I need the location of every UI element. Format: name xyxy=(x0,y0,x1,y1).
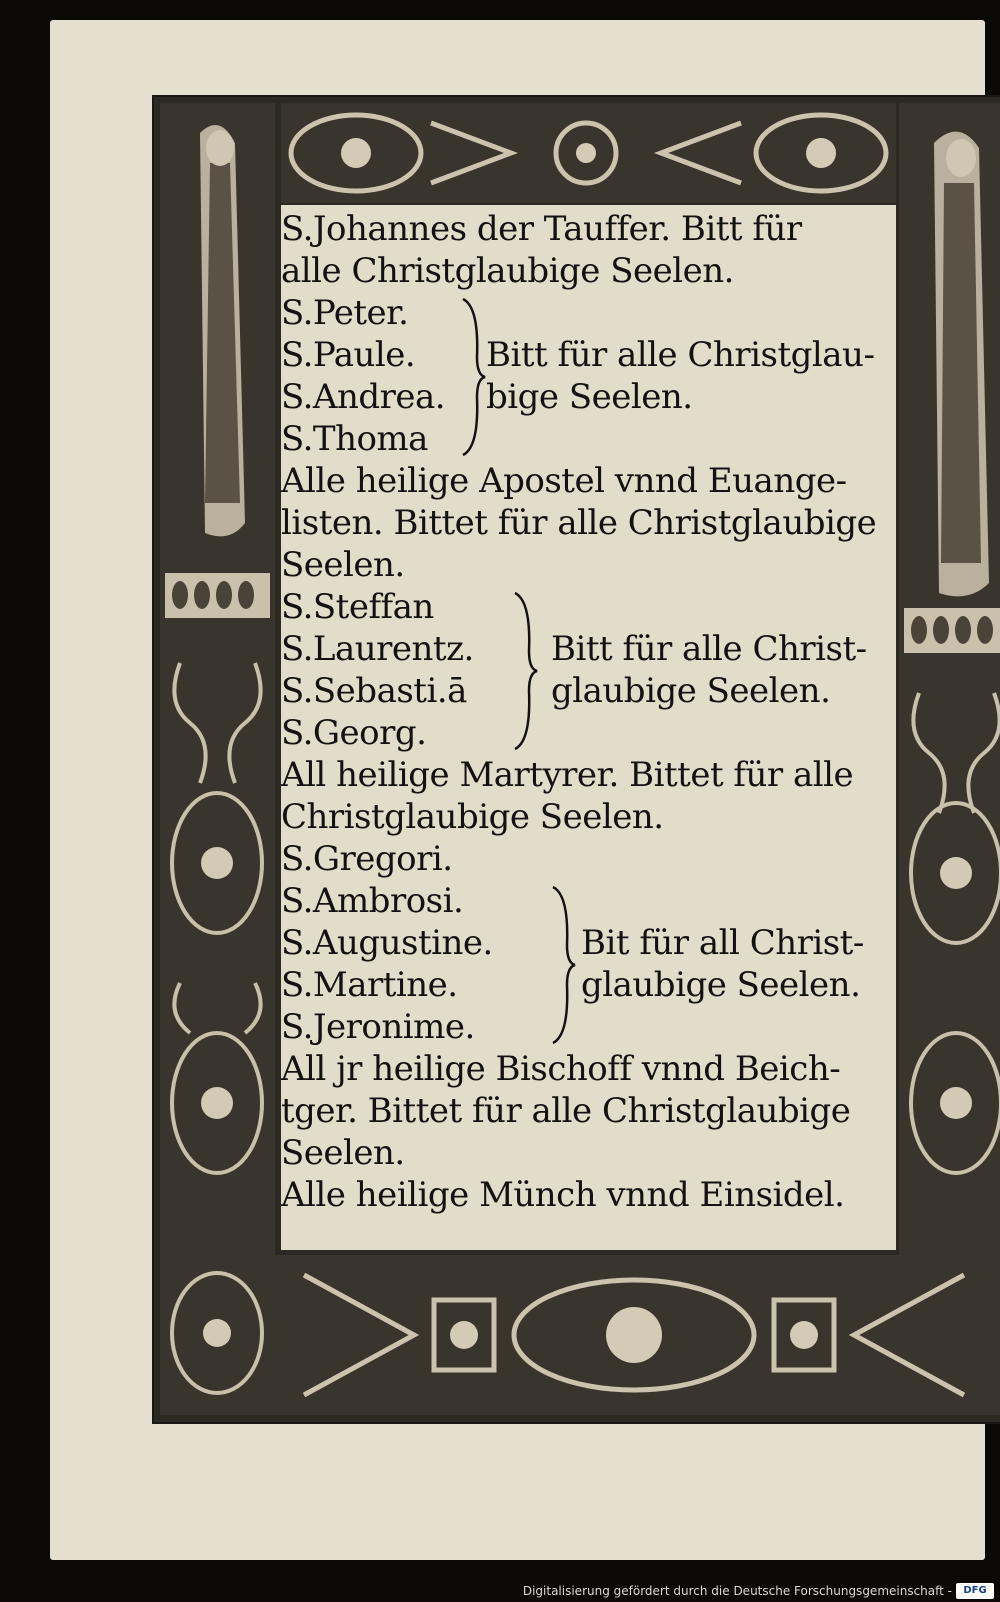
prayer-text: Bitt für alle Christglau- xyxy=(486,335,875,375)
prayer-text: Bit für all Christ- xyxy=(581,923,864,963)
prayer-text: glaubige Seelen. xyxy=(551,671,831,711)
text-line: Christglaubige Seelen. xyxy=(281,797,664,837)
dfg-logo: DFG xyxy=(956,1583,994,1599)
saint-name: S.Ambrosi. xyxy=(281,881,464,921)
saint-name: S.Martine. xyxy=(281,965,458,1005)
saint-name: S.Georg. xyxy=(281,713,427,753)
litany-text-block xyxy=(281,205,896,1250)
text-line: Alle heilige Münch vnnd Einsidel. xyxy=(281,1175,845,1215)
prayer-text: glaubige Seelen. xyxy=(581,965,861,1005)
saint-name: S.Thoma xyxy=(281,419,428,459)
text-line: Alle heilige Apostel vnnd Euange- xyxy=(281,461,847,501)
top-ornament-band xyxy=(281,103,896,203)
right-ornament-pillar xyxy=(899,103,1000,1415)
text-line: Seelen. xyxy=(281,545,405,585)
text-line: tger. Bittet für alle Christglaubige xyxy=(281,1091,851,1131)
saint-name: S.Sebasti.ā xyxy=(281,671,467,711)
bottom-ornament-band xyxy=(264,1255,1000,1415)
prayer-text: bige Seelen. xyxy=(486,377,693,417)
text-line: All heilige Martyrer. Bittet für alle xyxy=(281,755,854,795)
brace-apostles xyxy=(461,297,487,457)
saint-name: S.Steffan xyxy=(281,587,434,627)
text-line: Seelen. xyxy=(281,1133,405,1173)
saint-name: S.Peter. xyxy=(281,293,409,333)
saint-name: S.Augustine. xyxy=(281,923,493,963)
text-line: All jr heilige Bischoff vnnd Beich- xyxy=(281,1049,841,1089)
text-line: alle Christglaubige Seelen. xyxy=(281,251,734,291)
prayer-text: Bitt für alle Christ- xyxy=(551,629,867,669)
text-line: S.Johannes der Tauffer. Bitt für xyxy=(281,209,802,249)
digitization-credit: Digitalisierung gefördert durch die Deutsche Forschungsgemeinschaft - xyxy=(522,1584,952,1598)
saint-name: S.Laurentz. xyxy=(281,629,474,669)
saint-name: S.Andrea. xyxy=(281,377,446,417)
saint-name: S.Paule. xyxy=(281,335,416,375)
left-ornament-pillar xyxy=(160,103,275,1415)
saint-name: S.Gregori. xyxy=(281,839,453,879)
woodcut-border xyxy=(152,95,1000,1424)
book-page xyxy=(50,20,985,1560)
saint-name: S.Jeronime. xyxy=(281,1007,475,1047)
brace-fathers xyxy=(551,885,577,1045)
brace-martyrs xyxy=(513,591,539,751)
text-line: listen. Bittet für alle Christglaubige xyxy=(281,503,877,543)
